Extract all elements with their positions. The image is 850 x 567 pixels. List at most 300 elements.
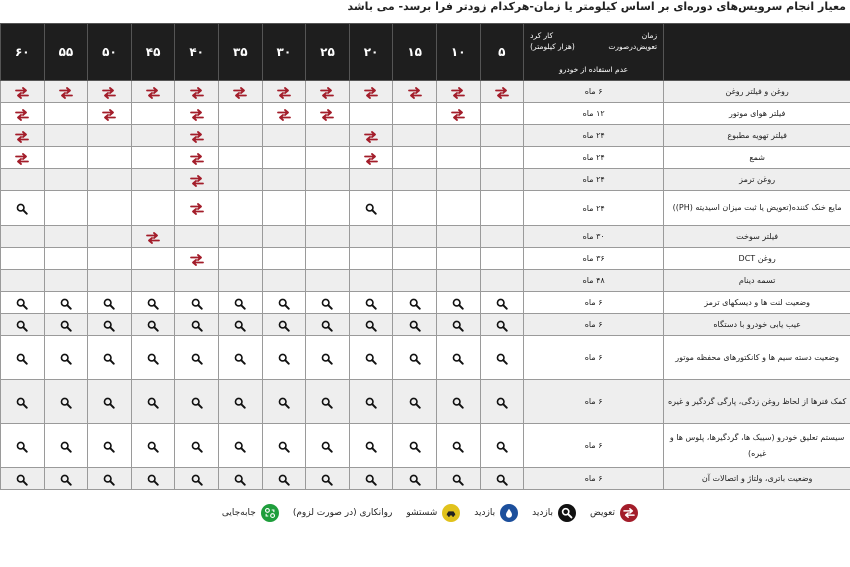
schedule-cell bbox=[262, 468, 306, 490]
schedule-cell bbox=[88, 125, 132, 147]
service-item-name: روغن DCT bbox=[664, 248, 850, 270]
legend-inspect-label: بازدید bbox=[532, 508, 553, 518]
schedule-cell bbox=[349, 292, 393, 314]
legend-inspect bbox=[532, 504, 576, 522]
schedule-cell bbox=[349, 81, 393, 103]
table-row bbox=[1, 147, 850, 169]
schedule-cell bbox=[44, 226, 88, 248]
replace-icon bbox=[190, 87, 204, 99]
schedule-cell bbox=[1, 191, 45, 226]
km-column-15: ۱۵ bbox=[393, 24, 437, 81]
magnifier-icon bbox=[146, 298, 160, 310]
magnifier-icon bbox=[364, 320, 378, 332]
schedule-cell bbox=[1, 270, 45, 292]
schedule-cell bbox=[88, 147, 132, 169]
service-item-name: روغن ترمز bbox=[664, 169, 850, 191]
schedule-cell bbox=[218, 248, 262, 270]
schedule-cell bbox=[349, 125, 393, 147]
schedule-cell bbox=[175, 248, 219, 270]
schedule-cell bbox=[175, 468, 219, 490]
schedule-cell bbox=[436, 336, 480, 380]
schedule-cell bbox=[131, 248, 175, 270]
schedule-cell bbox=[131, 103, 175, 125]
legend-lube bbox=[293, 508, 393, 518]
schedule-cell bbox=[306, 169, 350, 191]
schedule-cell bbox=[88, 380, 132, 424]
schedule-cell bbox=[175, 191, 219, 226]
schedule-cell bbox=[262, 248, 306, 270]
schedule-cell bbox=[393, 314, 437, 336]
schedule-cell bbox=[1, 314, 45, 336]
service-item-name: سیستم تعلیق خودرو (سیبک ها، گردگیرها، پلوس ها و غیره) bbox=[664, 424, 850, 468]
schedule-cell bbox=[480, 336, 524, 380]
schedule-cell bbox=[306, 125, 350, 147]
km-column-25: ۲۵ bbox=[306, 24, 350, 81]
schedule-cell bbox=[349, 314, 393, 336]
schedule-cell bbox=[131, 292, 175, 314]
schedule-cell bbox=[44, 468, 88, 490]
schedule-cell bbox=[218, 270, 262, 292]
legend-wash bbox=[406, 504, 460, 522]
schedule-cell bbox=[262, 336, 306, 380]
magnifier-icon bbox=[190, 474, 204, 486]
magnifier-icon bbox=[59, 441, 73, 453]
replace-icon bbox=[59, 87, 73, 99]
schedule-cell bbox=[1, 125, 45, 147]
time-km-header-cell bbox=[524, 24, 664, 81]
schedule-cell bbox=[88, 169, 132, 191]
magnifier-icon bbox=[277, 320, 291, 332]
schedule-cell bbox=[44, 147, 88, 169]
table-row bbox=[1, 81, 850, 103]
schedule-cell bbox=[175, 292, 219, 314]
schedule-cell bbox=[262, 169, 306, 191]
replace-icon bbox=[364, 131, 378, 143]
time-note-label: عدم استفاده از خودرو bbox=[559, 65, 629, 74]
magnifier-icon bbox=[190, 320, 204, 332]
table-row bbox=[1, 292, 850, 314]
schedule-cell bbox=[349, 336, 393, 380]
schedule-cell bbox=[175, 270, 219, 292]
schedule-cell bbox=[1, 248, 45, 270]
schedule-cell bbox=[436, 380, 480, 424]
schedule-cell bbox=[436, 125, 480, 147]
schedule-cell bbox=[393, 147, 437, 169]
legend-wash-label: شستشو bbox=[406, 508, 438, 518]
replace-icon bbox=[146, 87, 160, 99]
magnifier-icon bbox=[190, 441, 204, 453]
schedule-cell bbox=[480, 292, 524, 314]
schedule-cell bbox=[480, 81, 524, 103]
magnifier-icon bbox=[364, 474, 378, 486]
schedule-cell bbox=[349, 147, 393, 169]
table-row bbox=[1, 191, 850, 226]
km-column-50: ۵۰ bbox=[88, 24, 132, 81]
magnifier-icon bbox=[233, 474, 247, 486]
schedule-cell bbox=[131, 169, 175, 191]
schedule-cell bbox=[218, 169, 262, 191]
service-time-interval: ۲۴ ماه bbox=[524, 125, 664, 147]
schedule-cell bbox=[262, 147, 306, 169]
magnifier-icon bbox=[320, 441, 334, 453]
km-column-40: ۴۰ bbox=[175, 24, 219, 81]
magnifier-icon bbox=[59, 320, 73, 332]
schedule-cell bbox=[436, 147, 480, 169]
magnifier-icon bbox=[277, 353, 291, 365]
schedule-cell bbox=[306, 81, 350, 103]
service-time-interval: ۶ ماه bbox=[524, 380, 664, 424]
service-item-name: فیلتر تهویه مطبوع bbox=[664, 125, 850, 147]
legend-lube-label: روانکاری (در صورت لزوم) bbox=[292, 508, 393, 518]
schedule-cell bbox=[262, 314, 306, 336]
replace-icon bbox=[190, 254, 204, 266]
km-column-55: ۵۵ bbox=[44, 24, 88, 81]
table-row bbox=[1, 125, 850, 147]
schedule-cell bbox=[218, 81, 262, 103]
km-column-30: ۳۰ bbox=[262, 24, 306, 81]
wash-icon bbox=[442, 504, 460, 522]
service-time-interval: ۶ ماه bbox=[524, 424, 664, 468]
table-row bbox=[1, 314, 850, 336]
legend bbox=[222, 504, 638, 522]
service-item-name: وضعیت باتری، ولتاژ و اتصالات آن bbox=[664, 468, 850, 490]
service-item-name: کمک فنرها از لحاظ روغن زدگی، پارگی گردگیر و غیره bbox=[664, 380, 850, 424]
magnifier-icon bbox=[190, 298, 204, 310]
schedule-cell bbox=[131, 468, 175, 490]
schedule-cell bbox=[1, 103, 45, 125]
header-row bbox=[1, 24, 850, 81]
magnifier-icon bbox=[146, 320, 160, 332]
schedule-cell bbox=[131, 336, 175, 380]
schedule-cell bbox=[44, 270, 88, 292]
table-row bbox=[1, 270, 850, 292]
schedule-cell bbox=[480, 424, 524, 468]
schedule-cell bbox=[306, 191, 350, 226]
magnifier-icon bbox=[451, 353, 465, 365]
schedule-cell bbox=[349, 169, 393, 191]
magnifier-icon bbox=[408, 397, 422, 409]
schedule-cell bbox=[306, 103, 350, 125]
schedule-cell bbox=[480, 468, 524, 490]
legend-replace bbox=[590, 504, 638, 522]
schedule-cell bbox=[306, 336, 350, 380]
table-row bbox=[1, 226, 850, 248]
magnifier-icon bbox=[451, 397, 465, 409]
item-header-cell bbox=[664, 24, 850, 81]
magnifier-icon bbox=[146, 441, 160, 453]
service-item-name: روغن و فیلتر روغن bbox=[664, 81, 850, 103]
km-unit-label: (هزار کیلومتر) bbox=[530, 42, 575, 51]
schedule-cell bbox=[349, 468, 393, 490]
schedule-cell bbox=[1, 147, 45, 169]
magnifier-icon bbox=[15, 397, 29, 409]
schedule-cell bbox=[480, 270, 524, 292]
legend-move bbox=[222, 504, 279, 522]
schedule-cell bbox=[436, 424, 480, 468]
schedule-cell bbox=[88, 248, 132, 270]
service-time-interval: ۲۴ ماه bbox=[524, 191, 664, 226]
schedule-cell bbox=[131, 380, 175, 424]
schedule-cell bbox=[1, 226, 45, 248]
magnifier-icon bbox=[451, 320, 465, 332]
schedule-cell bbox=[88, 424, 132, 468]
service-item-name: مایع خنک کننده(تعویض یا ثبت میزان اسیدیته (PH)) bbox=[664, 191, 850, 226]
schedule-cell bbox=[262, 125, 306, 147]
schedule-cell bbox=[436, 103, 480, 125]
magnifier-icon bbox=[146, 397, 160, 409]
magnifier-icon bbox=[102, 397, 116, 409]
schedule-cell bbox=[175, 336, 219, 380]
schedule-cell bbox=[175, 226, 219, 248]
service-time-interval: ۲۴ ماه bbox=[524, 169, 664, 191]
magnifier-icon bbox=[233, 441, 247, 453]
replace-icon bbox=[364, 87, 378, 99]
magnifier-icon bbox=[320, 353, 334, 365]
magnifier-icon bbox=[495, 320, 509, 332]
schedule-cell bbox=[88, 103, 132, 125]
schedule-cell bbox=[218, 103, 262, 125]
magnifier-icon bbox=[558, 504, 576, 522]
schedule-cell bbox=[262, 424, 306, 468]
schedule-cell bbox=[175, 103, 219, 125]
magnifier-icon bbox=[102, 441, 116, 453]
schedule-cell bbox=[44, 248, 88, 270]
schedule-cell bbox=[349, 248, 393, 270]
service-time-interval: ۳۰ ماه bbox=[524, 226, 664, 248]
service-time-interval: ۴۸ ماه bbox=[524, 270, 664, 292]
km-column-20: ۲۰ bbox=[349, 24, 393, 81]
schedule-cell bbox=[88, 226, 132, 248]
schedule-cell bbox=[175, 147, 219, 169]
service-item-name: وضعیت دسته سیم ها و کانکتورهای محفظه موتور bbox=[664, 336, 850, 380]
service-time-interval: ۲۴ ماه bbox=[524, 147, 664, 169]
schedule-cell bbox=[262, 270, 306, 292]
replace-icon bbox=[190, 153, 204, 165]
schedule-cell bbox=[349, 270, 393, 292]
schedule-cell bbox=[480, 314, 524, 336]
schedule-cell bbox=[218, 226, 262, 248]
schedule-cell bbox=[306, 226, 350, 248]
replace-icon bbox=[495, 87, 509, 99]
magnifier-icon bbox=[59, 397, 73, 409]
schedule-cell bbox=[480, 226, 524, 248]
magnifier-icon bbox=[495, 397, 509, 409]
schedule-cell bbox=[175, 314, 219, 336]
schedule-cell bbox=[262, 226, 306, 248]
schedule-cell bbox=[393, 468, 437, 490]
schedule-cell bbox=[131, 226, 175, 248]
table-row bbox=[1, 169, 850, 191]
replace-icon bbox=[146, 232, 160, 244]
service-item-name: وضعیت لنت ها و دیسکهای ترمز bbox=[664, 292, 850, 314]
km-column-45: ۴۵ bbox=[131, 24, 175, 81]
time-label: زمان bbox=[641, 31, 658, 40]
magnifier-icon bbox=[277, 397, 291, 409]
replace-icon bbox=[451, 87, 465, 99]
schedule-cell bbox=[306, 147, 350, 169]
schedule-cell bbox=[218, 292, 262, 314]
schedule-cell bbox=[218, 125, 262, 147]
schedule-cell bbox=[436, 270, 480, 292]
replace-icon bbox=[451, 109, 465, 121]
schedule-cell bbox=[436, 191, 480, 226]
legend-check bbox=[474, 504, 518, 522]
legend-check-label: بازدید bbox=[474, 508, 496, 518]
schedule-cell bbox=[480, 380, 524, 424]
schedule-cell bbox=[393, 270, 437, 292]
schedule-cell bbox=[393, 380, 437, 424]
replace-icon bbox=[408, 87, 422, 99]
service-time-interval: ۳۶ ماه bbox=[524, 248, 664, 270]
magnifier-icon bbox=[320, 298, 334, 310]
legend-move-label: جابه‌جایی bbox=[221, 508, 256, 518]
magnifier-icon bbox=[59, 353, 73, 365]
schedule-cell bbox=[436, 169, 480, 191]
magnifier-icon bbox=[277, 298, 291, 310]
schedule-cell bbox=[44, 169, 88, 191]
service-schedule-table bbox=[0, 23, 850, 490]
table-row bbox=[1, 336, 850, 380]
service-time-interval: ۶ ماه bbox=[524, 314, 664, 336]
schedule-cell bbox=[1, 169, 45, 191]
replace-icon bbox=[620, 504, 638, 522]
schedule-cell bbox=[218, 380, 262, 424]
schedule-cell bbox=[306, 314, 350, 336]
schedule-cell bbox=[218, 468, 262, 490]
schedule-cell bbox=[131, 314, 175, 336]
schedule-cell bbox=[218, 147, 262, 169]
schedule-cell bbox=[131, 270, 175, 292]
schedule-cell bbox=[480, 248, 524, 270]
magnifier-icon bbox=[102, 474, 116, 486]
service-item-name: فیلتر هوای موتور bbox=[664, 103, 850, 125]
schedule-cell bbox=[480, 103, 524, 125]
magnifier-icon bbox=[408, 353, 422, 365]
service-item-name: عیب یابی خودرو با دستگاه bbox=[664, 314, 850, 336]
schedule-cell bbox=[88, 336, 132, 380]
replace-icon bbox=[15, 153, 29, 165]
table-row bbox=[1, 424, 850, 468]
schedule-cell bbox=[1, 424, 45, 468]
magnifier-icon bbox=[408, 320, 422, 332]
schedule-cell bbox=[262, 81, 306, 103]
schedule-cell bbox=[131, 125, 175, 147]
schedule-cell bbox=[480, 191, 524, 226]
legend-replace-label: تعویض bbox=[589, 508, 615, 518]
schedule-cell bbox=[436, 468, 480, 490]
magnifier-icon bbox=[364, 298, 378, 310]
schedule-cell bbox=[393, 81, 437, 103]
page-title: معیار انجام سرویس‌های دوره‌ای بر اساس کیلومتر یا زمان-هرکدام زودتر فرا برسد- می باشد bbox=[347, 0, 846, 13]
schedule-cell bbox=[393, 292, 437, 314]
schedule-cell bbox=[436, 81, 480, 103]
schedule-cell bbox=[131, 424, 175, 468]
schedule-cell bbox=[393, 125, 437, 147]
schedule-cell bbox=[480, 147, 524, 169]
gauge-icon bbox=[500, 504, 518, 522]
replace-icon bbox=[364, 153, 378, 165]
table-row bbox=[1, 103, 850, 125]
magnifier-icon bbox=[320, 320, 334, 332]
schedule-cell bbox=[131, 81, 175, 103]
schedule-cell bbox=[393, 169, 437, 191]
replace-icon bbox=[190, 131, 204, 143]
schedule-cell bbox=[436, 248, 480, 270]
schedule-cell bbox=[393, 424, 437, 468]
schedule-cell bbox=[436, 314, 480, 336]
magnifier-icon bbox=[364, 441, 378, 453]
magnifier-icon bbox=[146, 474, 160, 486]
schedule-cell bbox=[218, 336, 262, 380]
schedule-cell bbox=[44, 380, 88, 424]
magnifier-icon bbox=[102, 320, 116, 332]
schedule-cell bbox=[175, 125, 219, 147]
magnifier-icon bbox=[190, 353, 204, 365]
schedule-cell bbox=[306, 270, 350, 292]
magnifier-icon bbox=[408, 441, 422, 453]
replace-icon bbox=[320, 87, 334, 99]
schedule-cell bbox=[393, 336, 437, 380]
move-icon bbox=[261, 504, 279, 522]
schedule-cell bbox=[88, 81, 132, 103]
schedule-cell bbox=[480, 125, 524, 147]
schedule-cell bbox=[1, 380, 45, 424]
replace-icon bbox=[15, 87, 29, 99]
schedule-cell bbox=[44, 424, 88, 468]
magnifier-icon bbox=[102, 298, 116, 310]
schedule-cell bbox=[88, 468, 132, 490]
schedule-cell bbox=[88, 292, 132, 314]
service-time-interval: ۱۲ ماه bbox=[524, 103, 664, 125]
km-column-35: ۳۵ bbox=[218, 24, 262, 81]
magnifier-icon bbox=[59, 298, 73, 310]
schedule-cell bbox=[175, 81, 219, 103]
magnifier-icon bbox=[320, 474, 334, 486]
magnifier-icon bbox=[15, 203, 29, 215]
schedule-cell bbox=[393, 248, 437, 270]
schedule-cell bbox=[44, 103, 88, 125]
magnifier-icon bbox=[320, 397, 334, 409]
table-row bbox=[1, 248, 850, 270]
km-column-60: ۶۰ bbox=[1, 24, 45, 81]
schedule-cell bbox=[175, 380, 219, 424]
magnifier-icon bbox=[451, 298, 465, 310]
schedule-cell bbox=[88, 270, 132, 292]
replace-icon bbox=[15, 131, 29, 143]
schedule-cell bbox=[1, 468, 45, 490]
schedule-cell bbox=[436, 292, 480, 314]
magnifier-icon bbox=[190, 397, 204, 409]
schedule-cell bbox=[131, 191, 175, 226]
schedule-cell bbox=[175, 169, 219, 191]
magnifier-icon bbox=[408, 298, 422, 310]
replace-icon bbox=[320, 109, 334, 121]
magnifier-icon bbox=[233, 298, 247, 310]
replace-icon bbox=[277, 109, 291, 121]
magnifier-icon bbox=[15, 298, 29, 310]
table-row bbox=[1, 468, 850, 490]
schedule-cell bbox=[393, 191, 437, 226]
magnifier-icon bbox=[495, 353, 509, 365]
schedule-cell bbox=[44, 125, 88, 147]
magnifier-icon bbox=[364, 353, 378, 365]
replace-icon bbox=[102, 109, 116, 121]
magnifier-icon bbox=[364, 397, 378, 409]
schedule-cell bbox=[44, 191, 88, 226]
km-column-5: ۵ bbox=[480, 24, 524, 81]
replace-icon bbox=[233, 87, 247, 99]
service-item-name: فیلتر سوخت bbox=[664, 226, 850, 248]
